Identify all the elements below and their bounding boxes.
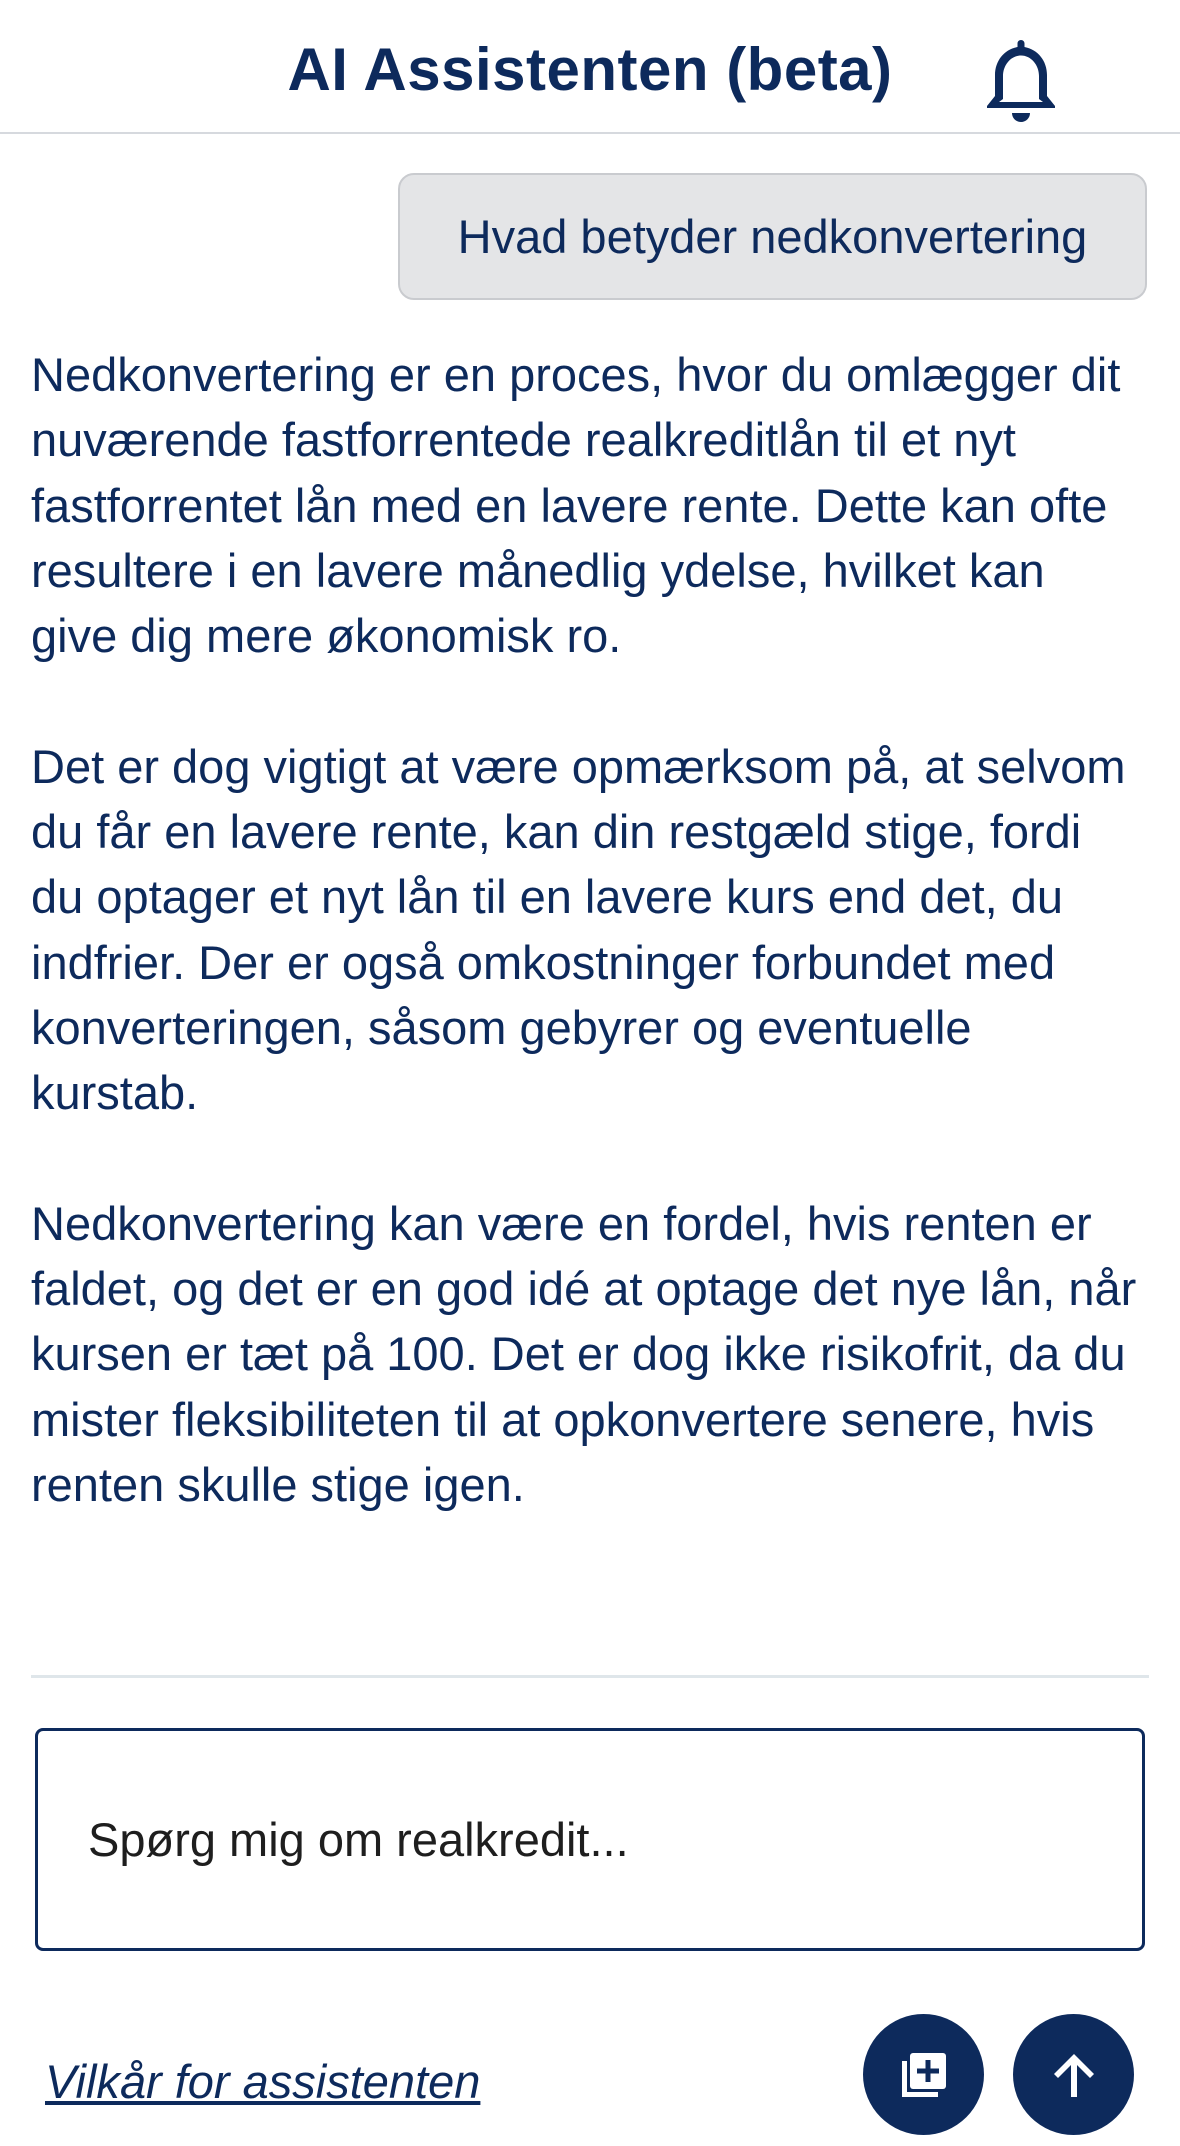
divider (31, 1675, 1149, 1678)
user-message-bubble: Hvad betyder nedkonvertering (398, 173, 1147, 300)
question-input[interactable] (35, 1728, 1145, 1951)
answer-paragraph-1: Nedkonvertering er en proces, hvor du omlægger dit nuværende fastforrentede realkreditlån til et nyt fastforrentet lån med en lavere rente. Dette kan ofte resultere i en lavere månedlig ydelse, hvilket kan give dig mere økonomisk ro. (31, 348, 1121, 663)
new-chat-button[interactable] (863, 2014, 984, 2135)
header (0, 0, 1180, 134)
assistant-answer (31, 342, 1141, 1517)
answer-paragraph-2: Det er dog vigtigt at være opmærksom på, at selvom du får en lavere rente, kan din restgæld stige, fordi du optager et nyt lån til en lavere kurs end det, du indfrier. Der er også omkostninger forbundet med konverteringen, såsom gebyrer og eventuelle kurstab. (31, 739, 1126, 1120)
answer-paragraph-3: Nedkonvertering kan være en fordel, hvis renten er faldet, og det er en god idé at optage det nye lån, når kursen er tæt på 100. Det er dog ikke risikofrit, da du mister fleksibiliteten til at opkonvertere senere, hvis renten skulle stige igen. (31, 1196, 1137, 1512)
send-button[interactable] (1013, 2014, 1134, 2135)
arrow-up-icon (1046, 2047, 1102, 2103)
terms-link[interactable]: Vilkår for assistenten (45, 2055, 481, 2108)
bell-icon[interactable] (982, 36, 1060, 126)
add-chat-icon (896, 2047, 952, 2103)
page-title: AI Assistenten (beta) (287, 36, 893, 103)
